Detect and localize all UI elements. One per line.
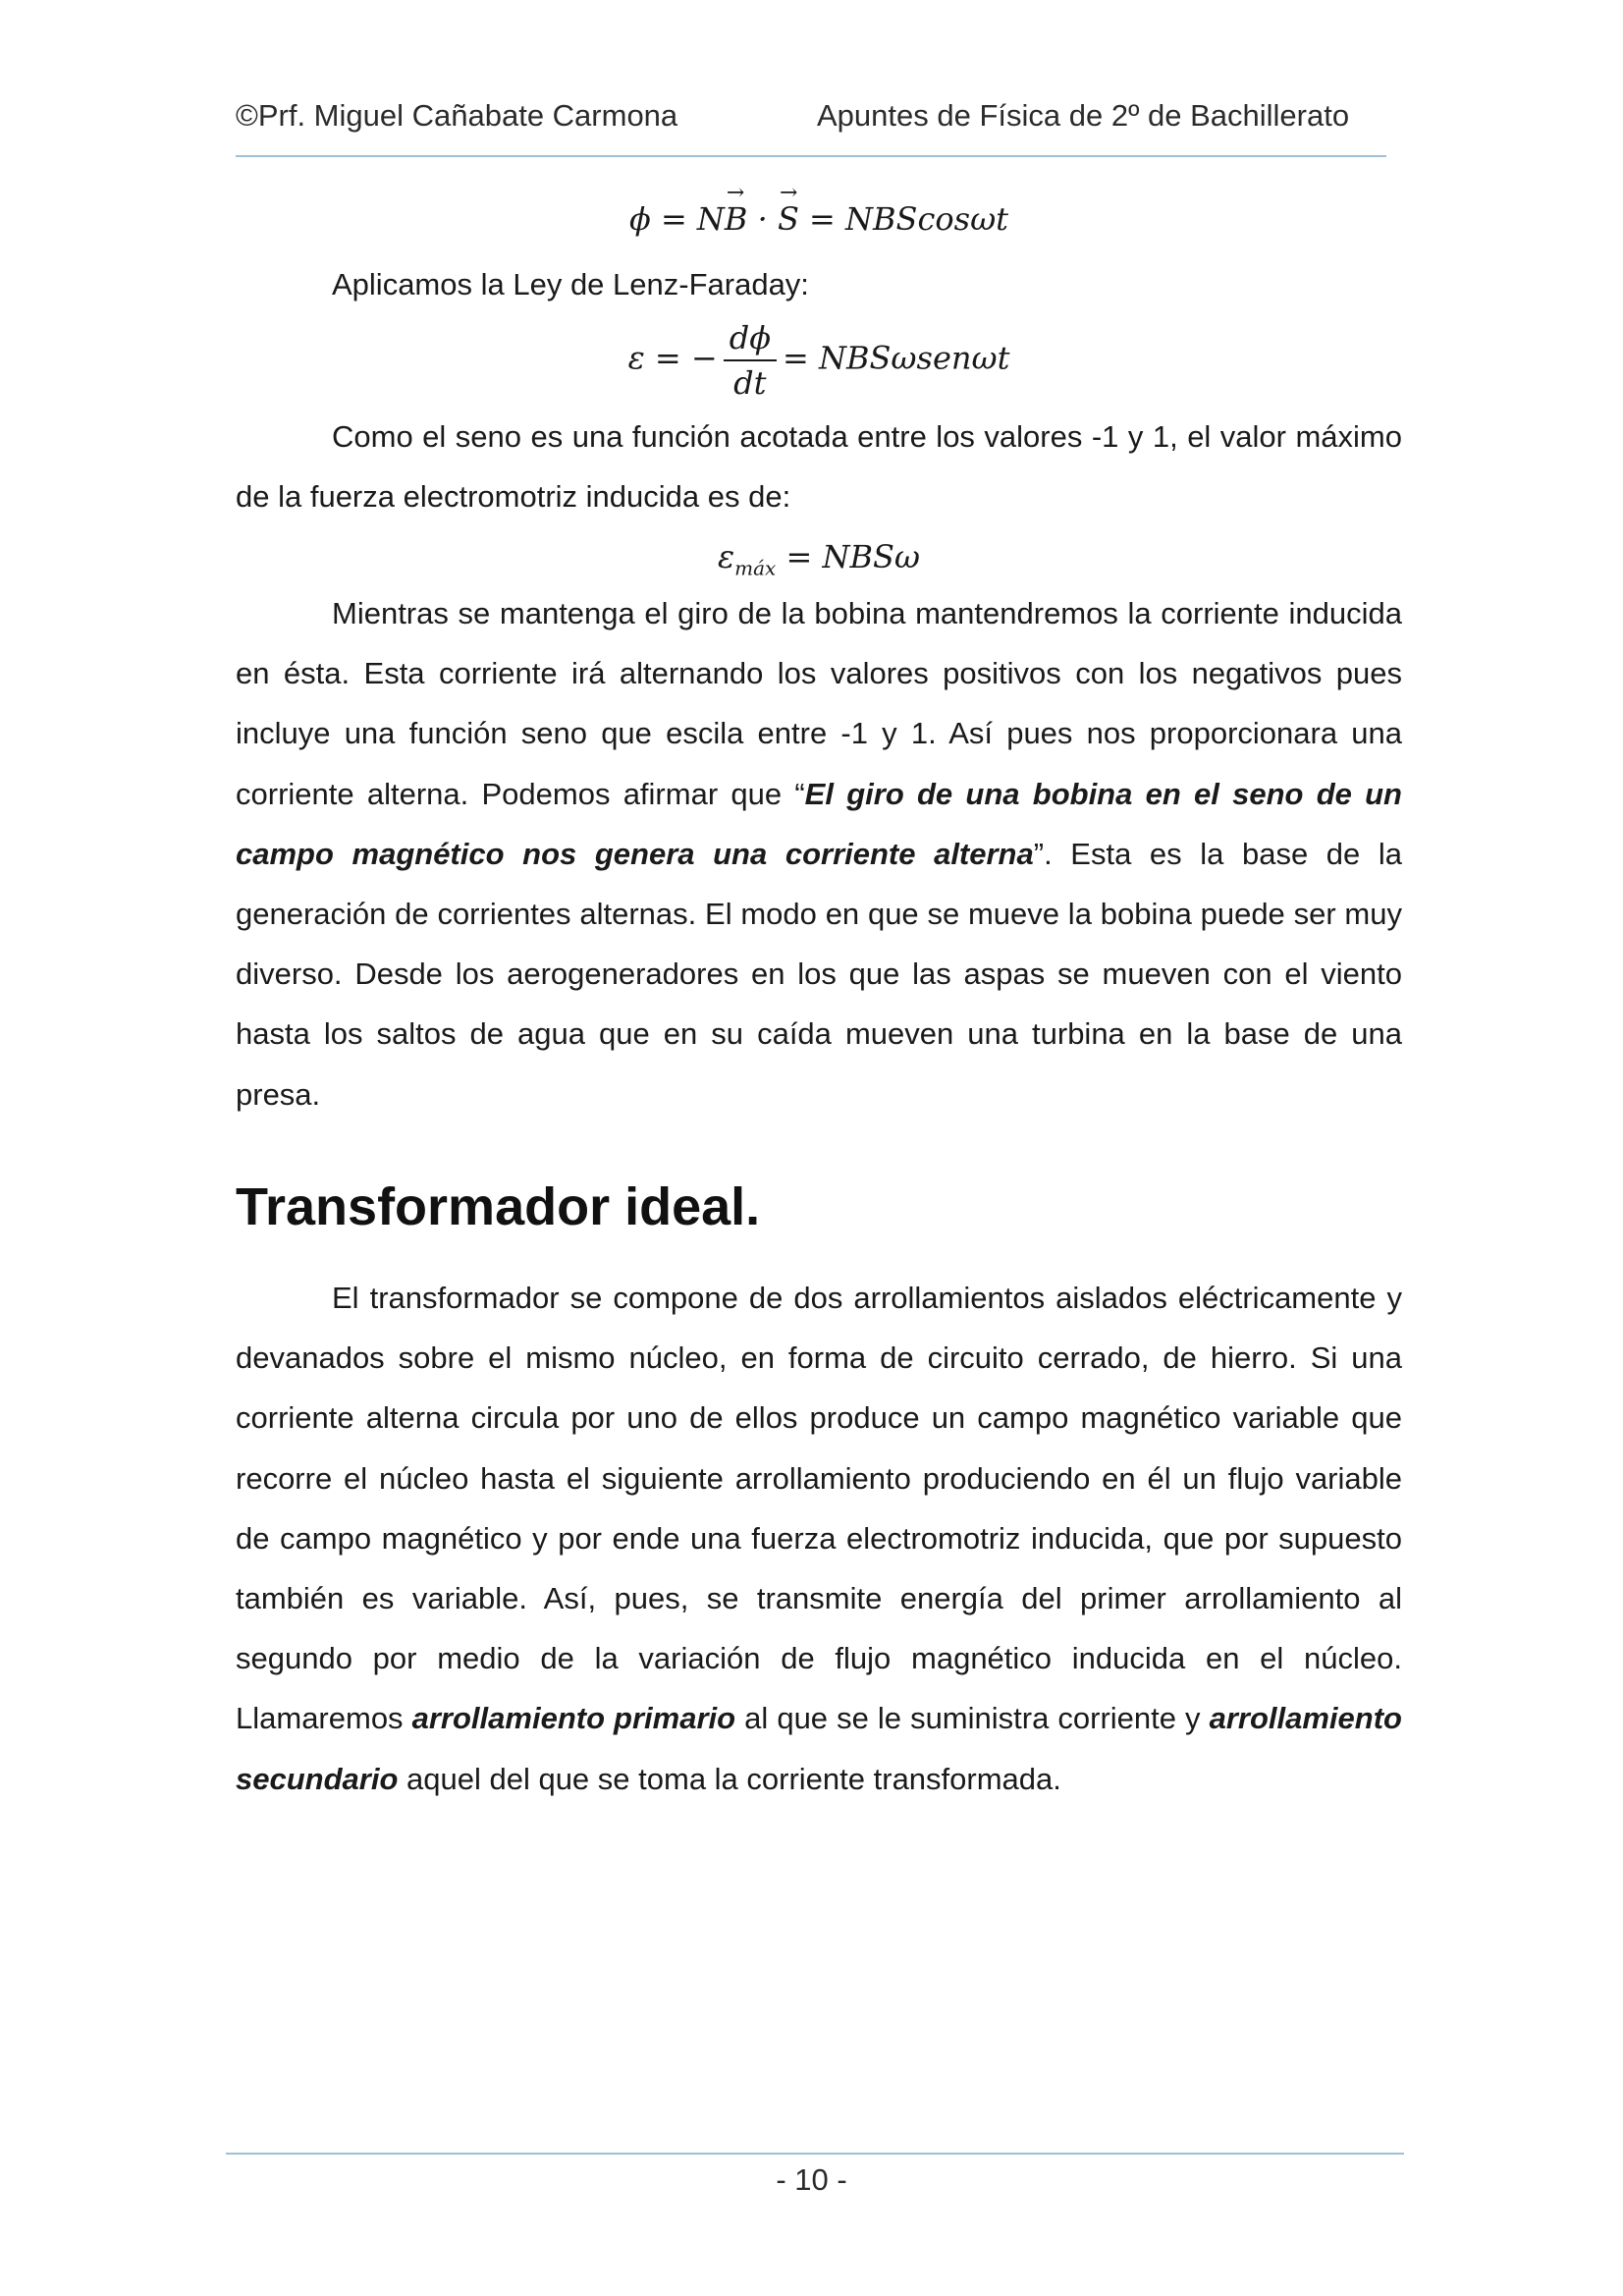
paragraph-ac-text-a: Mientras se mantenga el giro de la bobina mantendremos la corriente inducida en ésta. Esta corriente irá alternando los valores positivos con los negativos pues incluye una función seno que escila entre -1 y 1. Así pues nos proporcionara una corriente alterna. Podemos afirmar que “ xyxy=(236,596,1402,811)
vector-b: → B xyxy=(725,200,748,238)
header-title: Apuntes de Física de 2º de Bachillerato xyxy=(817,98,1350,133)
bold-quote: El giro de una bobina en el seno de un campo magnético nos genera una corriente alterna xyxy=(236,776,1402,871)
equation-emf xyxy=(236,316,1402,405)
emf-lhs: ε = − xyxy=(627,339,718,377)
paragraph-transformer xyxy=(236,1268,1402,1809)
derivative-fraction xyxy=(724,316,777,405)
max-emf-symbol: ε xyxy=(717,538,735,575)
equation-max-emf xyxy=(236,538,1402,579)
fraction-denominator: dt xyxy=(733,364,767,402)
paragraph-alternating-current xyxy=(236,583,1402,1124)
term-secondary-winding: arrollamiento secundario xyxy=(236,1701,1402,1796)
paragraph-transformer-text-a: El transformador se compone de dos arrollamientos aislados eléctricamente y devanados sobre el mismo núcleo, en forma de circuito cerrado, de hierro. Si una corriente alterna circula por uno de ellos produce un campo magnético variable que recorre el núcleo hasta el siguiente arrollamiento produciendo en él un flujo variable de campo magnético y por ende una fuerza electromotriz inducida, que por supuesto también es variable. Así, pues, se transmite energía del primer arrollamiento al segundo por medio de la variación de flujo magnético inducida en el núcleo. Llamaremos xyxy=(236,1281,1402,1736)
fraction-numerator: dϕ xyxy=(724,316,777,361)
section-title: Transformador ideal. xyxy=(236,1177,761,1236)
paragraph-max-emf-text: Como el seno es una función acotada entre los valores -1 y 1, el valor máximo de la fuerza electromotriz inducida es de: xyxy=(236,419,1402,515)
header-author: ©Prf. Miguel Cañabate Carmona xyxy=(236,98,678,133)
max-emf-rhs: = NBSω xyxy=(776,538,921,575)
paragraph-ac-text-b: ”. Esta es la base de la generación de corrientes alternas. El modo en que se mueve la bobina puede ser muy diverso. Desde los aerogeneradores en los que las aspas se mueven con el viento hasta los saltos de agua que en su caída mueven una turbina en la base de una presa. xyxy=(236,836,1403,1112)
paragraph-transformer-text-c: aquel del que se toma la corriente transformada. xyxy=(398,1761,1061,1796)
equation-flux: ϕ = N→ B · → S = NBScosωt xyxy=(236,200,1402,238)
lenz-intro: Aplicamos la Ley de Lenz-Faraday: xyxy=(332,267,809,301)
header-divider xyxy=(236,155,1386,157)
vector-s: → S xyxy=(778,200,799,238)
emf-rhs: = NBSωsenωt xyxy=(783,339,1010,377)
footer-divider xyxy=(226,2153,1404,2155)
paragraph-max-emf xyxy=(236,407,1402,526)
paragraph-transformer-text-b: al que se le suministra corriente y xyxy=(735,1701,1210,1736)
term-primary-winding: arrollamiento primario xyxy=(411,1701,736,1736)
max-emf-subscript: máx xyxy=(734,556,777,580)
page-number: - 10 - xyxy=(776,2162,847,2197)
